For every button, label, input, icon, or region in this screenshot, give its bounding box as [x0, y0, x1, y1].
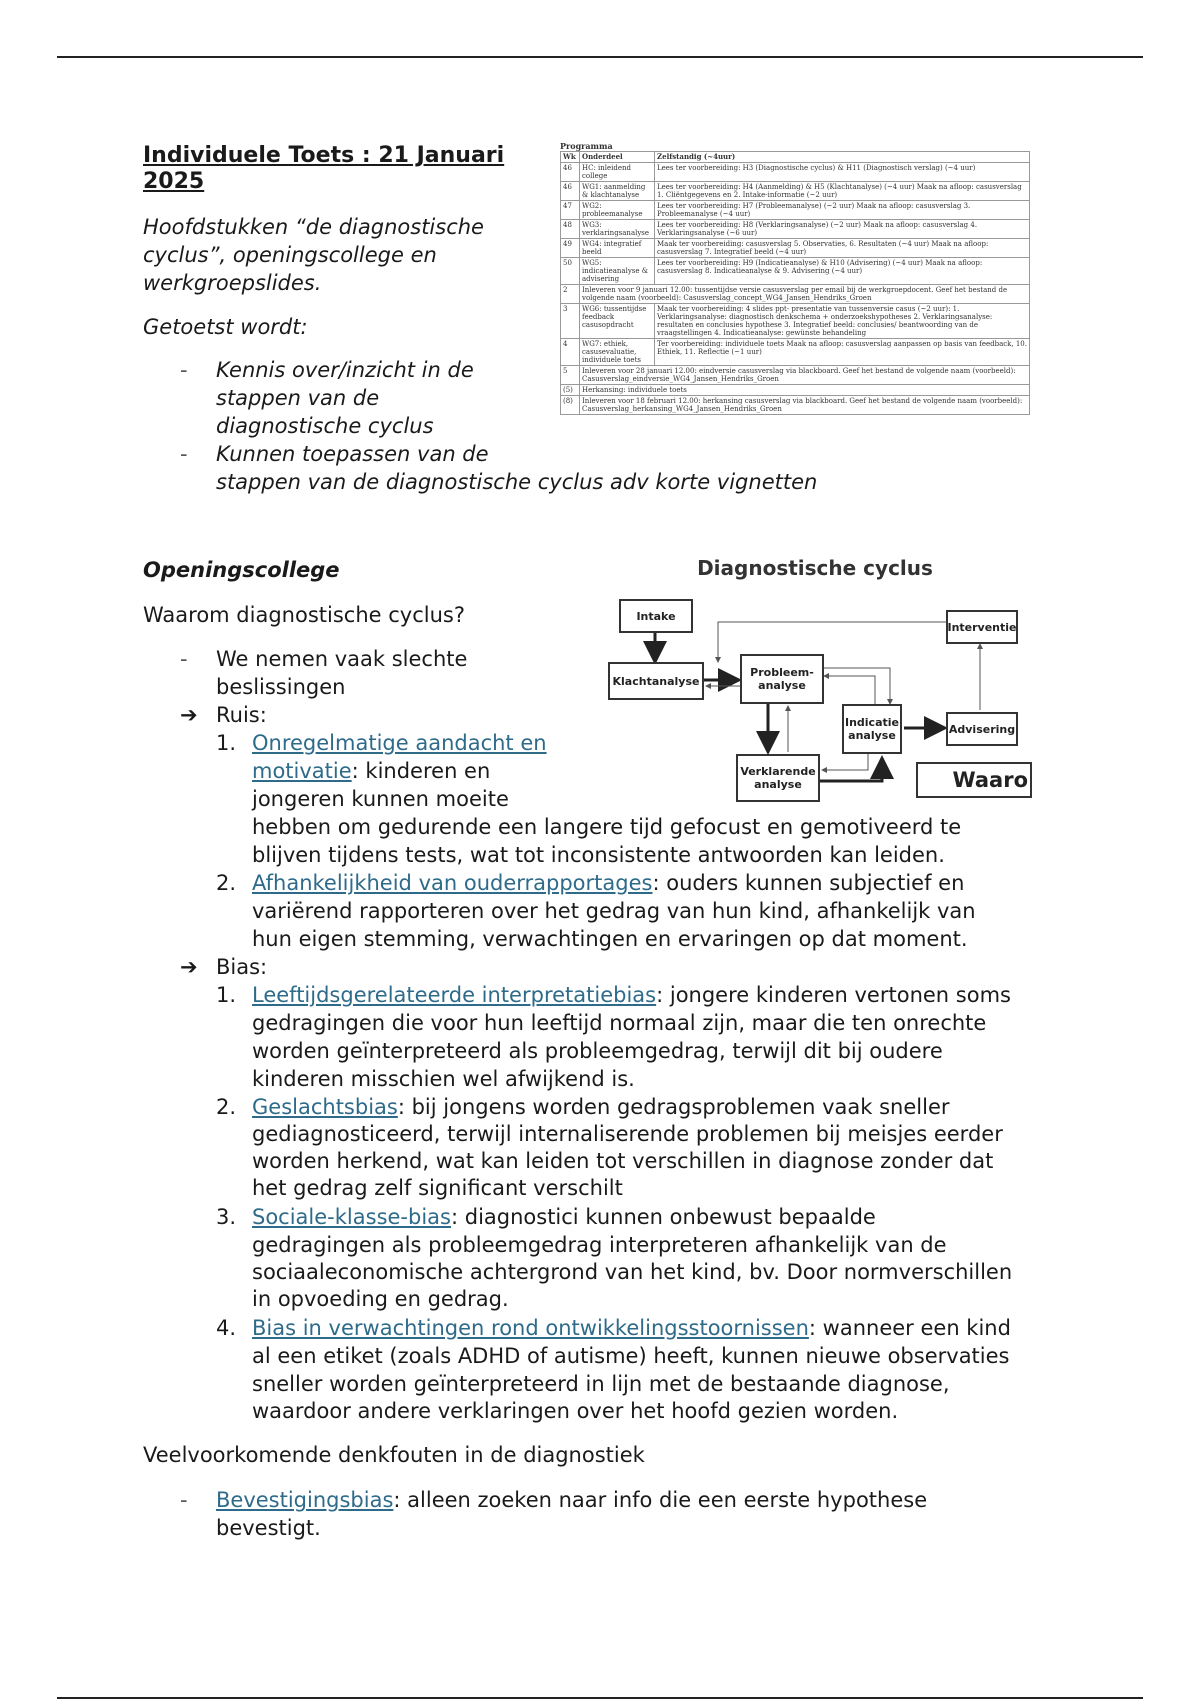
programme-cell: 46: [561, 163, 580, 182]
waaro-label: Waaro: [952, 768, 1028, 792]
programme-cell: Lees ter voorbereiding: H9 (Indicatieanalyse) & H10 (Advisering) (~4 uur) Maak na afloop: casusverslag 8. Indicatieanalyse & 9. Advisering (~4 uur): [655, 258, 1030, 285]
bullet2-line1: Kunnen toepassen van de: [216, 442, 489, 466]
programme-cell: 4: [561, 339, 580, 366]
bias3-line1: [252, 1203, 876, 1231]
programme-header-row: [561, 152, 1030, 163]
ruis-label: Ruis:: [216, 703, 267, 727]
arrow-bullet-icon: ➔: [180, 703, 198, 727]
programme-table: [560, 151, 1030, 415]
denkfouten-heading: Veelvoorkomende denkfouten in de diagnostiek: [143, 1443, 645, 1467]
bias1-line3: worden geïnterpreteerd als probleemgedrag, terwijl dit bij oudere: [252, 1039, 943, 1063]
bullet1-line2: stappen van de: [216, 386, 380, 410]
list-number: 1.: [216, 983, 237, 1007]
bullet-dash: -: [180, 442, 188, 466]
arrow-indicatie-verklarende: [822, 754, 868, 770]
diagram-box-intake: [619, 599, 693, 633]
link-motivatie[interactable]: motivatie: [252, 759, 352, 783]
diagram-box-advisering: [946, 712, 1018, 746]
intro-line-2: cyclus”, openingscollege en: [143, 243, 437, 267]
link-afhankelijkheid-ouderrapportages[interactable]: Afhankelijkheid van ouderrapportages: [252, 871, 653, 895]
intake-label: Intake: [636, 609, 676, 623]
programme-cell: 48: [561, 220, 580, 239]
list-number: 1.: [216, 731, 237, 755]
programme-cell: 5: [561, 366, 580, 385]
bias1-line1: [252, 981, 1011, 1009]
bad-decisions-line2: beslissingen: [216, 675, 346, 699]
bullet2-line2: stappen van de diagnostische cyclus adv korte vignetten: [216, 470, 818, 494]
bias4-text-1: : wanneer een kind: [808, 1316, 1011, 1340]
list-number: 2.: [216, 871, 237, 895]
programme-cell: WG3: verklaringsanalyse: [580, 220, 655, 239]
programme-cell: Maak ter voorbereiding: casusverslag 5. Observaties, 6. Resultaten (~4 uur) Maak na afloop: casusverslag 7. Integratief beeld (~4 uur): [655, 239, 1030, 258]
list-number: 3.: [216, 1205, 237, 1229]
page-title-line1: Individuele Toets : 21 Januari: [143, 143, 505, 168]
bullet1-line3: diagnostische cyclus: [216, 414, 434, 438]
ruis1-line2: [252, 757, 490, 785]
denkfout1-line2: bevestigt.: [216, 1516, 321, 1540]
programme-cell: WG6: tussentijdse feedback casusopdracht: [580, 304, 655, 339]
programme-cell: Inleveren voor 18 februari 12.00: herkansing casusverslag via blackboard. Geef het bestand de volgende naam (voorbeeld): Casusverslag_herkansing_WG4_Jansen_Hendriks_Groen: [580, 396, 1030, 415]
programme-row: [561, 201, 1030, 220]
link-sociale-klasse-bias[interactable]: Sociale-klasse-bias: [252, 1205, 451, 1229]
link-bias-ontwikkelingsstoornissen[interactable]: Bias in verwachtingen rond ontwikkelingsstoornissen: [252, 1316, 809, 1340]
programme-cell: WG4: integratief beeld: [580, 239, 655, 258]
bad-decisions-line1: We nemen vaak slechte: [216, 647, 468, 671]
arrow-verklarende-indicatie: [818, 761, 882, 781]
programme-cell: 2: [561, 285, 580, 304]
programme-header-cell: Zelfstandig (~4uur): [655, 152, 1030, 163]
programme-cell: WG2: probleemanalyse: [580, 201, 655, 220]
list-number: 2.: [216, 1095, 237, 1119]
bias2-text-1: : bij jongens worden gedragsproblemen vaak sneller: [397, 1095, 950, 1119]
intro-line-3: werkgroepslides.: [143, 271, 322, 295]
intro-line-1: Hoofdstukken “de diagnostische: [143, 215, 484, 239]
ruis1-line3: jongeren kunnen moeite: [252, 787, 509, 811]
programme-cell: Herkansing: individuele toets: [580, 385, 1030, 396]
bias3-line4: in opvoeding en gedrag.: [252, 1287, 509, 1311]
programme-row: [561, 239, 1030, 258]
programme-row: [561, 396, 1030, 415]
ruis2-line2: variërend rapporteren over het gedrag van hun kind, afhankelijk van: [252, 899, 976, 923]
link-leeftijdsgerelateerde-bias[interactable]: Leeftijdsgerelateerde interpretatiebias: [252, 983, 657, 1007]
programme-title: Programma: [560, 141, 613, 151]
diagnostic-cycle-diagram: [600, 556, 1030, 806]
bias1-text-1: : jongere kinderen vertonen soms: [656, 983, 1011, 1007]
diagram-box-waaro: [916, 762, 1032, 798]
arrow-probleem-indicatie: [820, 668, 890, 704]
section-heading-openingscollege: Openingscollege: [143, 558, 340, 582]
bias4-line4: waardoor andere verklaringen over het hoofd gezien worden.: [252, 1399, 899, 1423]
bias2-line3: worden herkend, wat kan leiden tot verschillen in diagnose zonder dat: [252, 1149, 994, 1173]
bias3-line3: sociaaleconomische achtergrond van het kind, bv. Door normverschillen: [252, 1260, 1013, 1284]
programme-cell: Lees ter voorbereiding: H7 (Probleemanalyse) (~2 uur) Maak na afloop: casusverslag 3. Probleemanalyse (~4 uur): [655, 201, 1030, 220]
programme-cell: 3: [561, 304, 580, 339]
link-bevestigingsbias[interactable]: Bevestigingsbias: [216, 1488, 394, 1512]
bias-label: Bias:: [216, 955, 268, 979]
link-onregelmatige-aandacht[interactable]: Onregelmatige aandacht en: [252, 731, 547, 755]
page-title-line2: 2025: [143, 169, 205, 194]
bullet1-line1: Kennis over/inzicht in de: [216, 358, 474, 382]
ruis1-text-2: : kinderen en: [351, 759, 491, 783]
ruis1-line4: hebben om gedurende een langere tijd gefocust en gemotiveerd te: [252, 815, 962, 839]
diagram-title: Diagnostische cyclus: [697, 556, 933, 580]
programme-cell: WG5: indicatieanalyse & advisering: [580, 258, 655, 285]
bullet-dash: -: [180, 358, 188, 382]
diagram-box-indicatieanalyse: [842, 704, 902, 754]
programme-row: [561, 304, 1030, 339]
programme-row: [561, 385, 1030, 396]
programme-cell: WG7: ethiek, casusevaluatie, individuele toets: [580, 339, 655, 366]
list-number: 4.: [216, 1316, 237, 1340]
programme-cell: 47: [561, 201, 580, 220]
bias3-text-1: : diagnostici kunnen onbewust bepaalde: [450, 1205, 876, 1229]
bullet-dash: -: [180, 647, 188, 671]
ruis2-text-1: : ouders kunnen subjectief en: [652, 871, 965, 895]
programme-row: [561, 163, 1030, 182]
arrow-indicatie-probleem: [824, 676, 875, 706]
programme-cell: Inleveren voor 9 januari 12.00: tussentijdse versie casusverslag per email bij de werkgroepdocent. Geef het bestand de volgende naam (voorbeeld): Casusverslag_concept_WG4_Jansen_Hendriks_Groen: [580, 285, 1030, 304]
bias4-line2: al een etiket (zoals ADHD of autisme) heeft, kunnen nieuwe observaties: [252, 1344, 1010, 1368]
tested-heading: Getoetst wordt:: [143, 315, 308, 339]
denkfout1-line1: [216, 1486, 927, 1514]
programme-row: [561, 285, 1030, 304]
diagram-box-probleemanalyse: [740, 654, 824, 704]
programme-cell: 50: [561, 258, 580, 285]
programme-cell: Inleveren voor 28 januari 12.00: eindversie casusverslag via blackboard. Geef het bestand de volgende naam (voorbeeld): Casusverslag_eindversie_WG4_Jansen_Hendriks_Groen: [580, 366, 1030, 385]
probleemanalyse-label-2: analyse: [758, 679, 806, 692]
bias1-line2: gedragingen die voor hun leeftijd normaal zijn, maar die ten onrechte: [252, 1011, 987, 1035]
indicatie-label-1: Indicatie: [844, 716, 899, 729]
programme-cell: 49: [561, 239, 580, 258]
bullet-dash: -: [180, 1488, 188, 1512]
ruis2-line1: [252, 869, 964, 897]
programme-cell: WG1: aanmelding & klachtanalyse: [580, 182, 655, 201]
programme-row: [561, 339, 1030, 366]
programme-table-image: [560, 142, 1030, 452]
klachtanalyse-label: Klachtanalyse: [612, 674, 700, 688]
programme-cell: HC: inleidend college: [580, 163, 655, 182]
programme-row: [561, 182, 1030, 201]
programme-header-cell: Wk: [561, 152, 580, 163]
bias2-line2: gediagnosticeerd, terwijl internaliserende problemen bij meisjes eerder: [252, 1122, 1003, 1146]
probleemanalyse-label-1: Probleem-: [750, 666, 814, 679]
programme-cell: Lees ter voorbereiding: H3 (Diagnostische cyclus) & H11 (Diagnostisch verslag) (~4 uur): [655, 163, 1030, 182]
programme-row: [561, 258, 1030, 285]
bias2-line4: het gedrag zelf significant verschilt: [252, 1176, 623, 1200]
programme-header-cell: Onderdeel: [580, 152, 655, 163]
programme-row: [561, 366, 1030, 385]
programme-cell: Lees ter voorbereiding: H8 (Verklaringsanalyse) (~2 uur) Maak na afloop: casusverslag 4. Verklaringsanalyse (~6 uur): [655, 220, 1030, 239]
top-rule: [57, 56, 1143, 58]
interventie-label: Interventie: [947, 620, 1017, 634]
programme-row: [561, 220, 1030, 239]
programme-cell: Ter voorbereiding: individuele toets Maak na afloop: casusverslag aanpassen op basis van feedback, 10. Ethiek, 11. Reflectie (~1 uur): [655, 339, 1030, 366]
programme-cell: Lees ter voorbereiding: H4 (Aanmelding) & H5 (Klachtanalyse) (~4 uur) Maak na afloop: casusverslag 1. Cliëntgegevens en 2. Intake-informatie (~2 uur): [655, 182, 1030, 201]
indicatie-label-2: analyse: [848, 729, 896, 742]
bias2-line1: [252, 1093, 950, 1121]
bias4-line3: sneller worden geïnterpreteerd in lijn met de bestaande diagnose,: [252, 1372, 950, 1396]
link-geslachtsbias[interactable]: Geslachtsbias: [252, 1095, 398, 1119]
diagram-box-interventie: [946, 610, 1018, 644]
bias3-line2: gedragingen als probleemgedrag interpreteren afhankelijk van de: [252, 1233, 947, 1257]
bias1-line4: kinderen misschien wel afwijkend is.: [252, 1067, 635, 1091]
bottom-rule: [57, 1697, 1143, 1699]
advisering-label: Advisering: [948, 722, 1016, 736]
question-text: Waarom diagnostische cyclus?: [143, 603, 465, 627]
programme-cell: 46: [561, 182, 580, 201]
diagram-box-verklarende-analyse: [736, 754, 820, 802]
bias4-line1: [252, 1314, 1011, 1342]
ruis2-line3: hun eigen stemming, verwachtingen en ervaringen op dat moment.: [252, 927, 968, 951]
diagram-box-klachtanalyse: [608, 662, 704, 700]
programme-cell: (5): [561, 385, 580, 396]
verklarende-label-2: analyse: [754, 778, 802, 791]
programme-cell: Maak ter voorbereiding: 4 slides ppt- presentatie van tussenversie casus (~2 uur): 1. Verklaringsanalyse: diagnostisch denkschema + onderzoekshypotheses 2. Verklaringsanalyse: resultaten en conclusies hypothese 3. Integratief beeld: conclusies/ beantwoording van de vraagstellingen 4. Indicatieanalyse: gewünste behandeling: [655, 304, 1030, 339]
denkfout1-text-1: : alleen zoeken naar info die een eerste hypothese: [393, 1488, 928, 1512]
programme-cell: (8): [561, 396, 580, 415]
verklarende-label-1: Verklarende: [740, 765, 816, 778]
arrow-bullet-icon: ➔: [180, 955, 198, 979]
ruis1-line5: blijven tijdens tests, wat tot inconsistente antwoorden kan leiden.: [252, 843, 945, 867]
